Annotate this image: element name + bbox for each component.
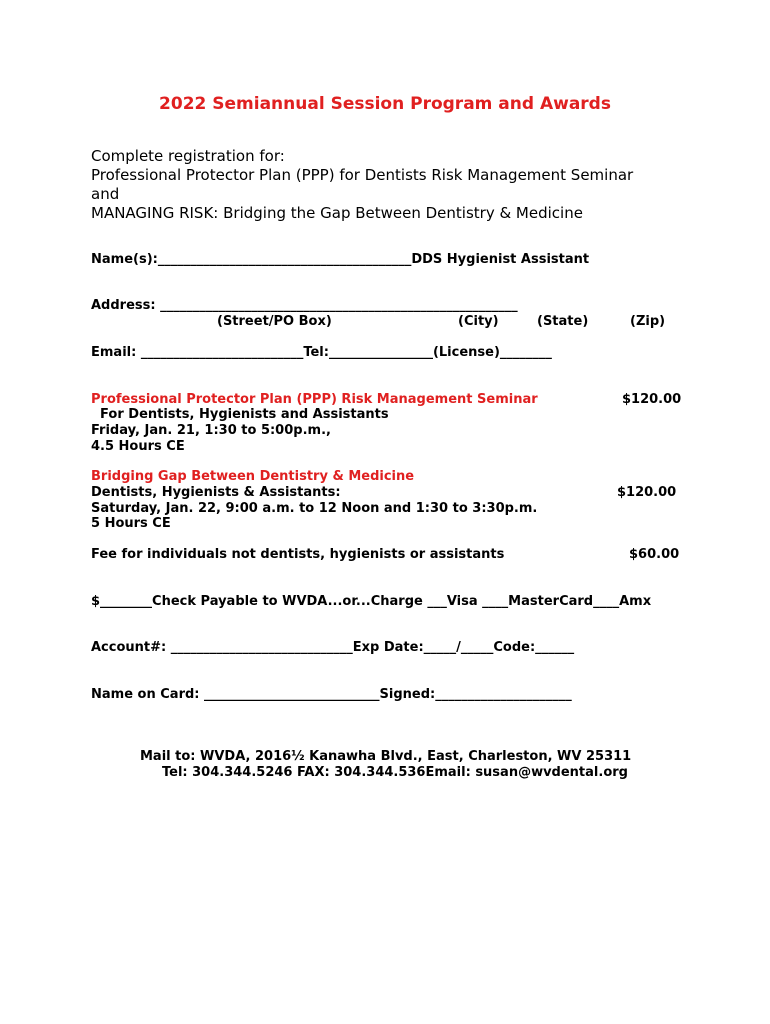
- page-title: 2022 Semiannual Session Program and Awards: [159, 94, 611, 114]
- seminar1-title: Professional Protector Plan (PPP) Risk Management Seminar: [91, 392, 538, 407]
- address-zip-label: (Zip): [630, 314, 666, 329]
- address-street-label: (Street/PO Box): [217, 314, 332, 329]
- mail-contact: Tel: 304.344.5246 FAX: 304.344.536Email: susan@wvdental.org: [162, 765, 628, 780]
- seminar2-title: Bridging Gap Between Dentistry & Medicine: [91, 469, 415, 484]
- intro-line-2: Professional Protector Plan (PPP) for Dentists Risk Management Seminar: [91, 166, 634, 184]
- account-number-line[interactable]: Account#: ____________________________Exp Date:_____/_____Code:______: [91, 640, 575, 655]
- email-tel-license-field[interactable]: Email: _________________________Tel:________________(License)________: [91, 345, 552, 360]
- intro-line-3: and: [91, 185, 120, 203]
- fee-label: Fee for individuals not dentists, hygienists or assistants: [91, 547, 505, 562]
- seminar2-price: $120.00: [617, 485, 677, 500]
- seminar2-audience: Dentists, Hygienists & Assistants:: [91, 485, 341, 500]
- payment-check-line[interactable]: $________Check Payable to WVDA...or...Charge ___Visa ____MasterCard____Amx: [91, 594, 652, 609]
- address-city-label: (City): [458, 314, 499, 329]
- seminar1-hours: 4.5 Hours CE: [91, 439, 185, 454]
- seminar1-price: $120.00: [622, 392, 682, 407]
- seminar1-date: Friday, Jan. 21, 1:30 to 5:00p.m.,: [91, 423, 331, 438]
- intro-line-4: MANAGING RISK: Bridging the Gap Between Dentistry & Medicine: [91, 204, 583, 222]
- seminar1-audience: For Dentists, Hygienists and Assistants: [91, 407, 389, 422]
- intro-line-1: Complete registration for:: [91, 147, 285, 165]
- seminar2-date: Saturday, Jan. 22, 9:00 a.m. to 12 Noon and 1:30 to 3:30p.m.: [91, 501, 538, 516]
- address-field[interactable]: Address: _______________________________________________________: [91, 298, 518, 313]
- names-field[interactable]: Name(s):_______________________________________DDS Hygienist Assistant: [91, 252, 590, 267]
- address-state-label: (State): [537, 314, 589, 329]
- mail-address: Mail to: WVDA, 2016½ Kanawha Blvd., East, Charleston, WV 25311: [140, 749, 632, 764]
- fee-price: $60.00: [629, 547, 680, 562]
- seminar2-hours: 5 Hours CE: [91, 516, 171, 531]
- name-on-card-line[interactable]: Name on Card: ___________________________Signed:_____________________: [91, 687, 572, 702]
